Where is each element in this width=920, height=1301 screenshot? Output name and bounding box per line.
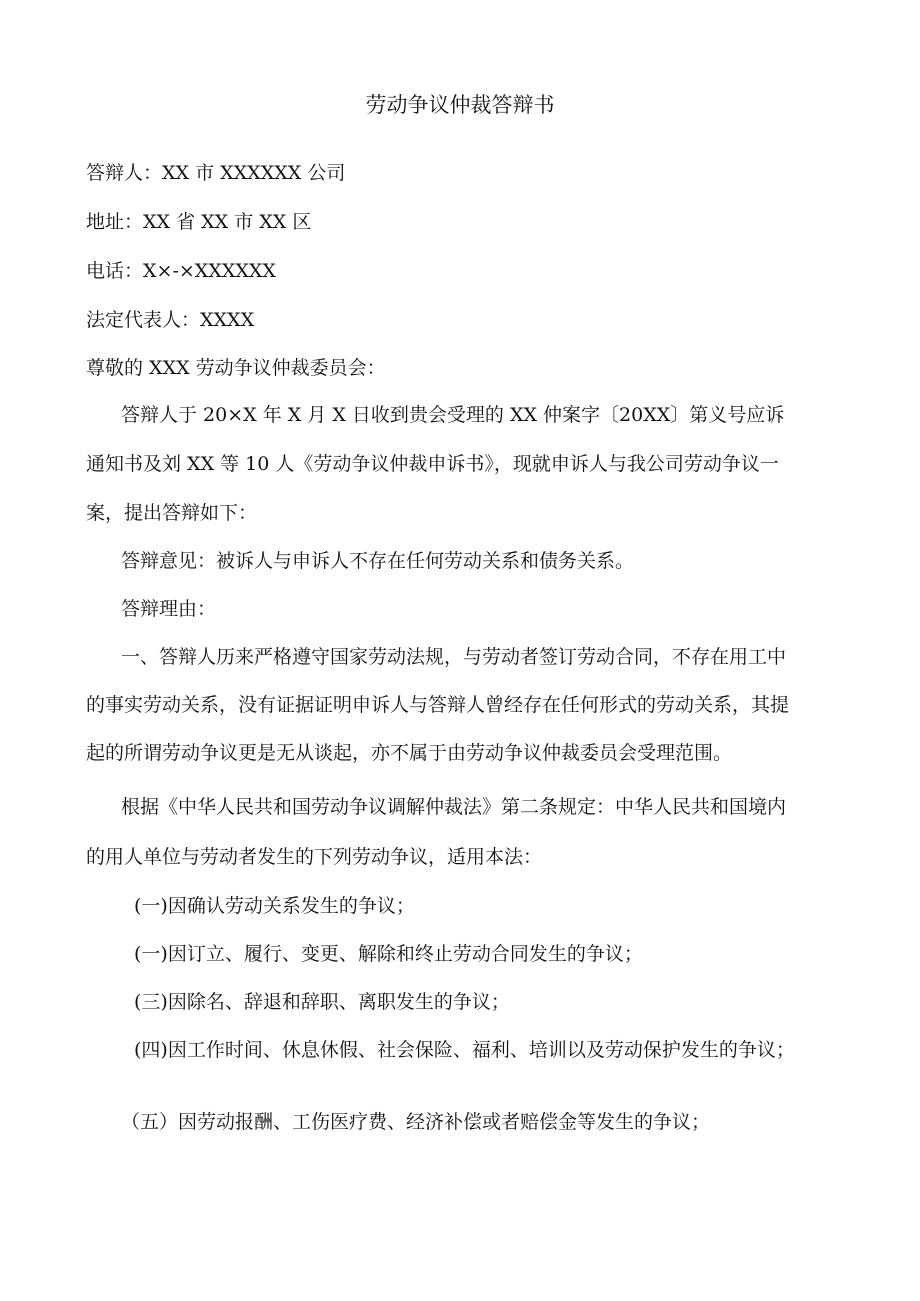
law-line: 的用人单位与劳动者发生的下列劳动争议，适用本法：: [86, 846, 543, 868]
reason-line: 一、答辩人历来严格遵守国家劳动法规，与劳动者签订劳动合同，不存在用工中: [121, 646, 787, 668]
list-item: （五）因劳动报酬、工伤医疗费、经济补偿或者赔偿金等发生的争议；: [121, 1111, 711, 1133]
list-item: (三)因除名、辞退和辞职、离职发生的争议；: [134, 991, 510, 1013]
reason-line: 起的所谓劳动争议更是无从谈起，亦不属于由劳动争议仲裁委员会受理范围。: [86, 742, 733, 764]
document-title: 劳动争议仲裁答辩书: [365, 93, 555, 117]
salutation-line: 尊敬的 XXX 劳动争议仲裁委员会：: [86, 357, 386, 379]
reasons-heading: 答辩理由：: [121, 598, 217, 620]
address-line: 地址：XX 省 XX 市 XX 区: [86, 211, 312, 233]
phone-line: 电话：X×-×XXXXXX: [86, 260, 276, 282]
intro-line: 案，提出答辩如下：: [86, 502, 258, 524]
intro-line: 答辩人于 20×X 年 X 月 X 日收到贵会受理的 XX 仲案字〔20XX〕第义号应诉: [121, 404, 785, 426]
respondent-line: 答辩人：XX 市 XXXXXX 公司: [86, 162, 346, 184]
legal-rep-line: 法定代表人：XXXX: [86, 309, 255, 331]
list-item: (四)因工作时间、休息休假、社会保险、福利、培训以及劳动保护发生的争议；: [134, 1039, 795, 1061]
law-line: 根据《中华人民共和国劳动争议调解仲裁法》第二条规定：中华人民共和国境内: [121, 796, 787, 818]
list-item: (一)因确认劳动关系发生的争议；: [134, 895, 415, 917]
list-item: (一)因订立、履行、变更、解除和终止劳动合同发生的争议；: [134, 943, 643, 965]
intro-line: 通知书及刘 XX 等 10 人《劳动争议仲裁申诉书》，现就申诉人与我公司劳动争议一: [86, 453, 779, 475]
opinion-line: 答辩意见：被诉人与申诉人不存在任何劳动关系和债务关系。: [121, 550, 635, 572]
reason-line: 的事实劳动关系，没有证据证明申诉人与答辩人曾经存在任何形式的劳动关系，其提: [86, 694, 790, 716]
